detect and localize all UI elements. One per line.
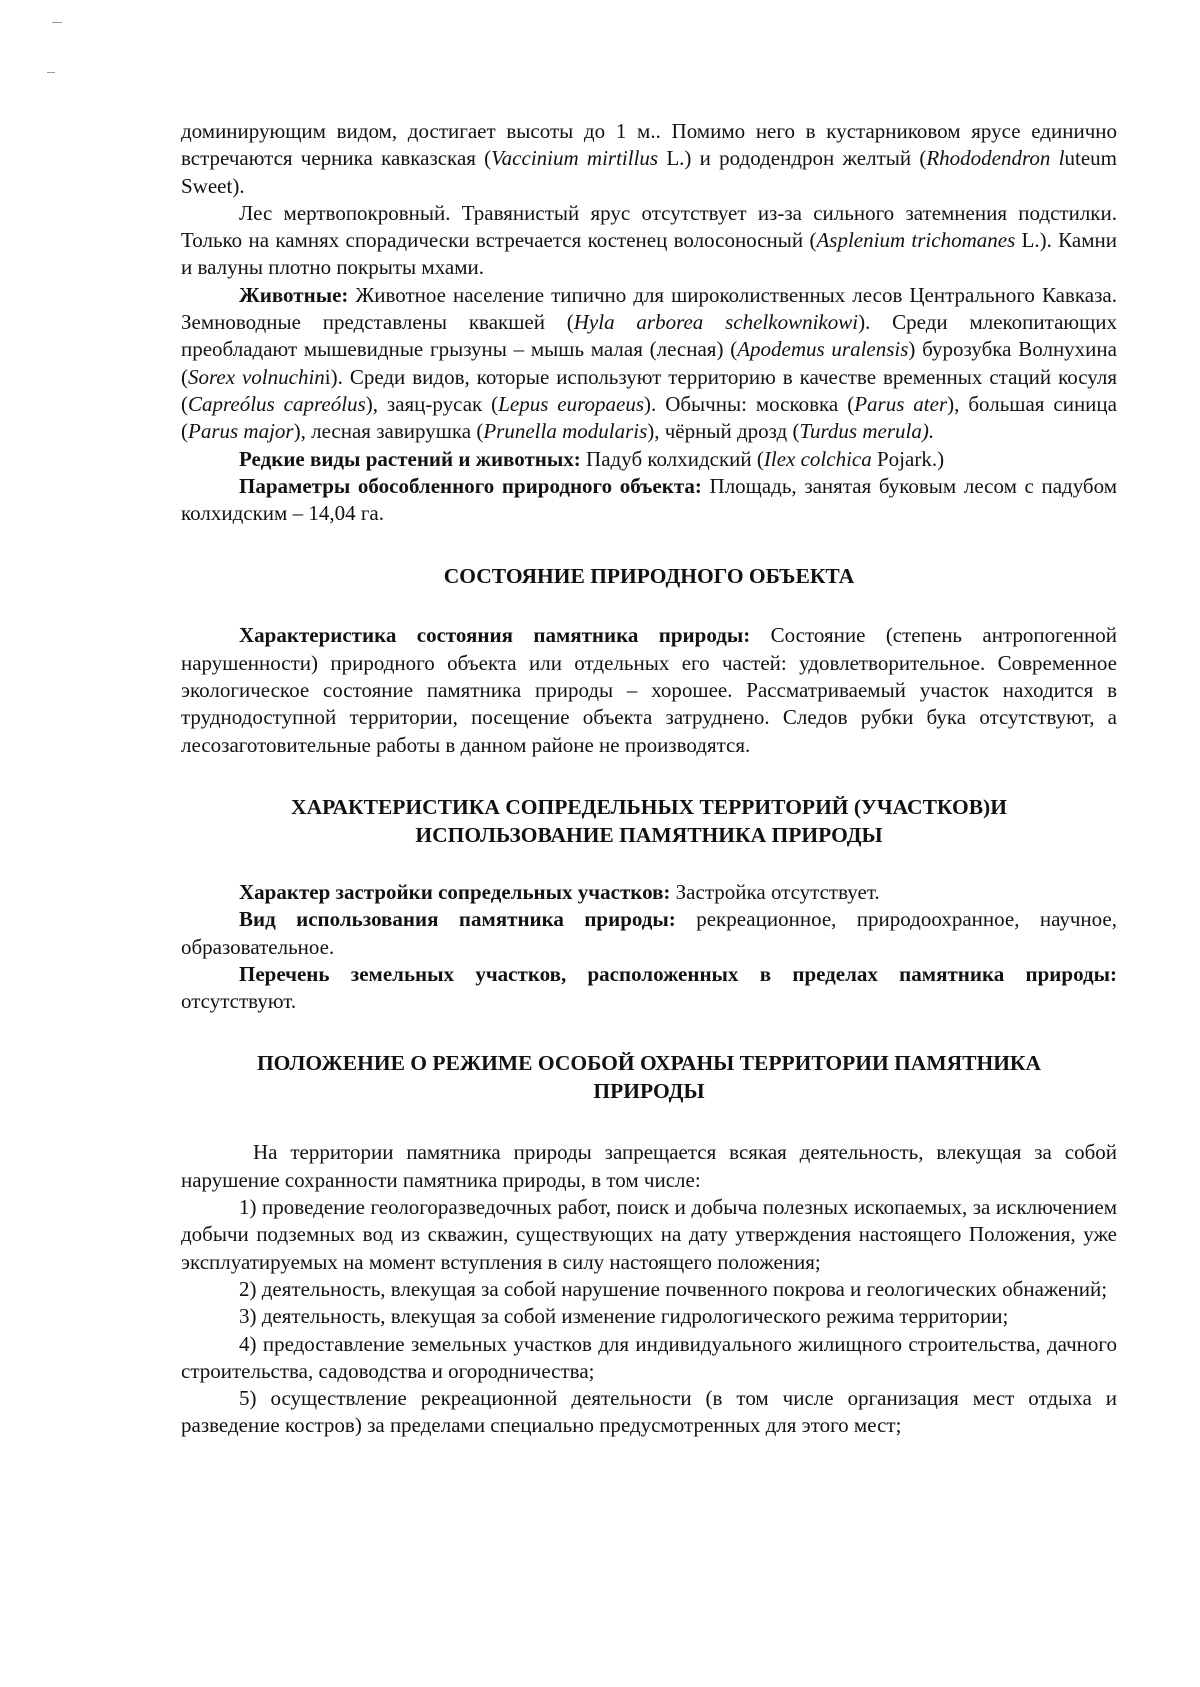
latin-name: Apodemus uralensis	[737, 337, 909, 362]
paragraph-forest	[181, 200, 1117, 282]
text: ) бурозубка Волнухина (	[181, 337, 1117, 389]
text: L.). Камни и валуны плотно покрыты мхами.	[181, 228, 1117, 280]
text: Площадь, занятая буковым лесом с падубом колхидским – 14,04 га.	[181, 473, 1117, 526]
latin-name: Parus major	[188, 419, 294, 444]
scan-artifact	[47, 72, 55, 73]
field-label: Животные:	[239, 282, 349, 307]
latin-name: Capreólus capreólus	[188, 391, 366, 416]
section-heading-state: СОСТОЯНИЕ ПРИРОДНОГО ОБЪЕКТА	[443, 564, 855, 589]
paragraph-regime-intro: На территории памятника природы запрещается всякая деятельность, влекущая за собой нарушение сохранности памятника природы, в том числе:	[181, 1140, 1117, 1192]
text: Животное население типично для широколиственных лесов Центрального Кавказа. Земноводные представлены квакшей (	[181, 282, 1117, 335]
section-heading-regime	[181, 1049, 1117, 1105]
latin-name: Ilex colchica	[763, 446, 872, 471]
paragraph-building	[181, 879, 1117, 906]
text: L.) и рододендрон желтый (	[658, 146, 927, 171]
text: Лес мертвопокровный. Травянистый ярус отсутствует из-за сильного затемнения подстилки. Только на камнях спорадически встречается костенец волосоносный (	[181, 200, 1117, 253]
paragraph-parameters	[181, 473, 1117, 528]
latin-name: Vaccinium mirtillus	[491, 146, 659, 171]
text: i). Среди видов, которые используют территорию в качестве временных стаций косуля (	[181, 364, 1117, 416]
text: ), большая синица (	[181, 391, 1117, 444]
paragraph-state	[181, 622, 1117, 758]
field-label: Вид использования памятника природы:	[239, 907, 676, 932]
field-label: Характер застройки сопредельных участков:	[239, 879, 671, 904]
paragraph-rare-species	[181, 446, 1117, 473]
paragraph-usage	[181, 906, 1117, 961]
paragraph-plots	[181, 961, 1117, 1016]
scan-artifact	[52, 22, 62, 23]
text: Падуб колхидский (	[580, 446, 764, 471]
field-label: Характеристика состояния памятника природы:	[239, 623, 751, 648]
text: отсутствуют.	[181, 989, 297, 1014]
text: Pojark.)	[871, 446, 945, 471]
latin-name: Prunella modularis	[483, 419, 648, 444]
latin-name: Turdus merula).	[799, 419, 935, 444]
latin-name: Rhododendron l	[926, 146, 1065, 171]
text: доминирующим видом, достигает высоты до 1 м.. Помимо него в кустарниковом ярусе единично встречаются черника кавказская (	[181, 119, 1117, 171]
paragraph-shrubs	[181, 118, 1117, 200]
list-item: 4) предоставление земельных участков для индивидуального жилищного строительства, дачного строительства, садоводства и огородничества;	[181, 1331, 1117, 1383]
text: ). Обычны: московка (	[644, 391, 855, 416]
paragraph-animals	[181, 282, 1117, 446]
heading-line: ПРИРОДЫ	[593, 1079, 705, 1104]
list-item: 1) проведение геологоразведочных работ, поиск и добыча полезных ископаемых, за исключением добычи подземных вод из скважин, существующих на дату утверждения настоящего Положения, уже эксплуатируемых на момент вступления в силу настоящего положения;	[181, 1195, 1117, 1274]
latin-name: Sorex volnuchin	[188, 364, 325, 389]
latin-name: Asplenium trichomanes	[816, 228, 1016, 253]
text: Состояние (степень антропогенной нарушенности) природного объекта или отдельных его частей: удовлетворительное. Современное экологическое состояние памятника природы – хорошее. Рассматриваемый участок находится в труднодоступной территории, посещение объекта затруднено. Следов рубки бука отсутствуют, а лесозаготовительные работы в данном районе не производятся.	[181, 623, 1117, 757]
list-item: 2) деятельность, влекущая за собой нарушение почвенного покрова и геологических обнажений;	[239, 1276, 1108, 1301]
heading-line: ПОЛОЖЕНИЕ О РЕЖИМЕ ОСОБОЙ ОХРАНЫ ТЕРРИТОРИИ ПАМЯТНИКА	[256, 1051, 1042, 1076]
text: ). Среди млекопитающих преобладают мышевидные грызуны – мышь малая (лесная) (	[181, 310, 1117, 362]
field-label: Параметры обособленного природного объекта:	[239, 473, 702, 498]
text: ), чёрный дрозд (	[647, 419, 800, 444]
heading-line: ИСПОЛЬЗОВАНИЕ ПАМЯТНИКА ПРИРОДЫ	[415, 822, 883, 847]
list-item: 3) деятельность, влекущая за собой изменение гидрологического режима территории;	[239, 1304, 1009, 1329]
section-heading-territories	[181, 793, 1117, 849]
text: Застройка отсутствует.	[670, 879, 880, 904]
text: uteum Sweet).	[181, 146, 1117, 198]
text: ), лесная завирушка (	[293, 419, 484, 444]
document-page	[181, 118, 1117, 1440]
heading-line: ХАРАКТЕРИСТИКА СОПРЕДЕЛЬНЫХ ТЕРРИТОРИЙ (УЧАСТКОВ)И	[291, 794, 1007, 819]
text: ), заяц-русак (	[365, 391, 499, 416]
text: рекреационное, природоохранное, научное, образовательное.	[181, 907, 1117, 959]
latin-name: Hyla arborea schelkownikowi	[573, 310, 859, 335]
latin-name: Lepus europaeus	[498, 391, 645, 416]
latin-name: Parus ater	[854, 391, 948, 416]
field-label: Редкие виды растений и животных:	[239, 446, 581, 471]
list-item: 5) осуществление рекреационной деятельности (в том числе организация мест отдыха и разведение костров) за пределами специально предусмотренных для этого мест;	[181, 1386, 1117, 1438]
field-label: Перечень земельных участков, расположенных в пределах памятника природы:	[239, 961, 1117, 986]
